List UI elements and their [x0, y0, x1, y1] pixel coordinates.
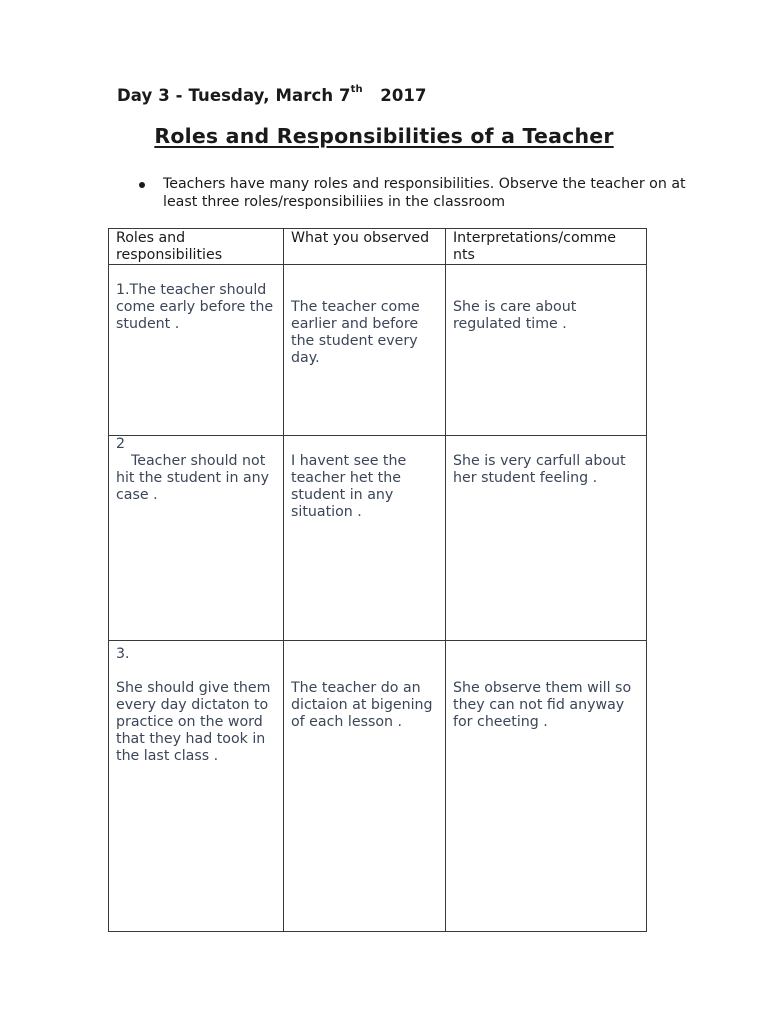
interpretation-text: She observe them will so they can not fid anyway for cheeting .	[453, 680, 632, 730]
observed-text: The teacher do an dictaion at bigening of each lesson .	[291, 680, 433, 730]
page-title: Roles and Responsibilities of a Teacher	[154, 124, 614, 148]
header-observed-label: What you observed	[291, 230, 430, 246]
instruction-text: Teachers have many roles and responsibilities. Observe the teacher on at least three roles/responsibiliies in the classroom	[163, 176, 686, 210]
observed-text: I havent see the teacher het the student in any situation .	[291, 453, 407, 520]
role-number: 3.	[116, 646, 130, 662]
observed-text: The teacher come earlier and before the student every day.	[291, 299, 420, 366]
role-text: She should give them every day dictaton to practice on the word that they had took in the last class .	[116, 680, 271, 764]
table-row	[109, 436, 647, 641]
role-cell	[109, 436, 284, 641]
header-cell-roles	[109, 229, 284, 265]
header-cell-interpretations	[446, 229, 647, 265]
observed-cell	[284, 436, 446, 641]
interpretation-text: She is care about regulated time .	[453, 299, 577, 332]
observed-cell	[284, 265, 446, 436]
interpretation-cell	[446, 265, 647, 436]
role-cell	[109, 641, 284, 932]
table-row	[109, 265, 647, 436]
role-text: Teacher should not hit the student in any case .	[116, 453, 270, 503]
interpretation-text: She is very carfull about her student feeling .	[453, 453, 626, 486]
interpretation-cell	[446, 641, 647, 932]
interpretation-cell	[446, 436, 647, 641]
header-cell-observed	[284, 229, 446, 265]
table-header-row	[109, 229, 647, 265]
date-line	[117, 86, 427, 105]
role-text: 1.The teacher should come early before the student .	[116, 282, 274, 332]
header-interpretations-label: Interpretations/comme nts	[453, 230, 617, 263]
table-row	[109, 641, 647, 932]
role-number: 2	[116, 436, 126, 452]
bullet-icon	[139, 182, 145, 188]
date-year: 2017	[380, 86, 427, 105]
observation-table	[108, 228, 647, 932]
role-cell	[109, 265, 284, 436]
date-ordinal-suffix: th	[350, 84, 363, 95]
date-text: Day 3 - Tuesday, March 7	[117, 86, 351, 105]
header-roles-label: Roles and responsibilities	[116, 230, 223, 263]
observed-cell	[284, 641, 446, 932]
